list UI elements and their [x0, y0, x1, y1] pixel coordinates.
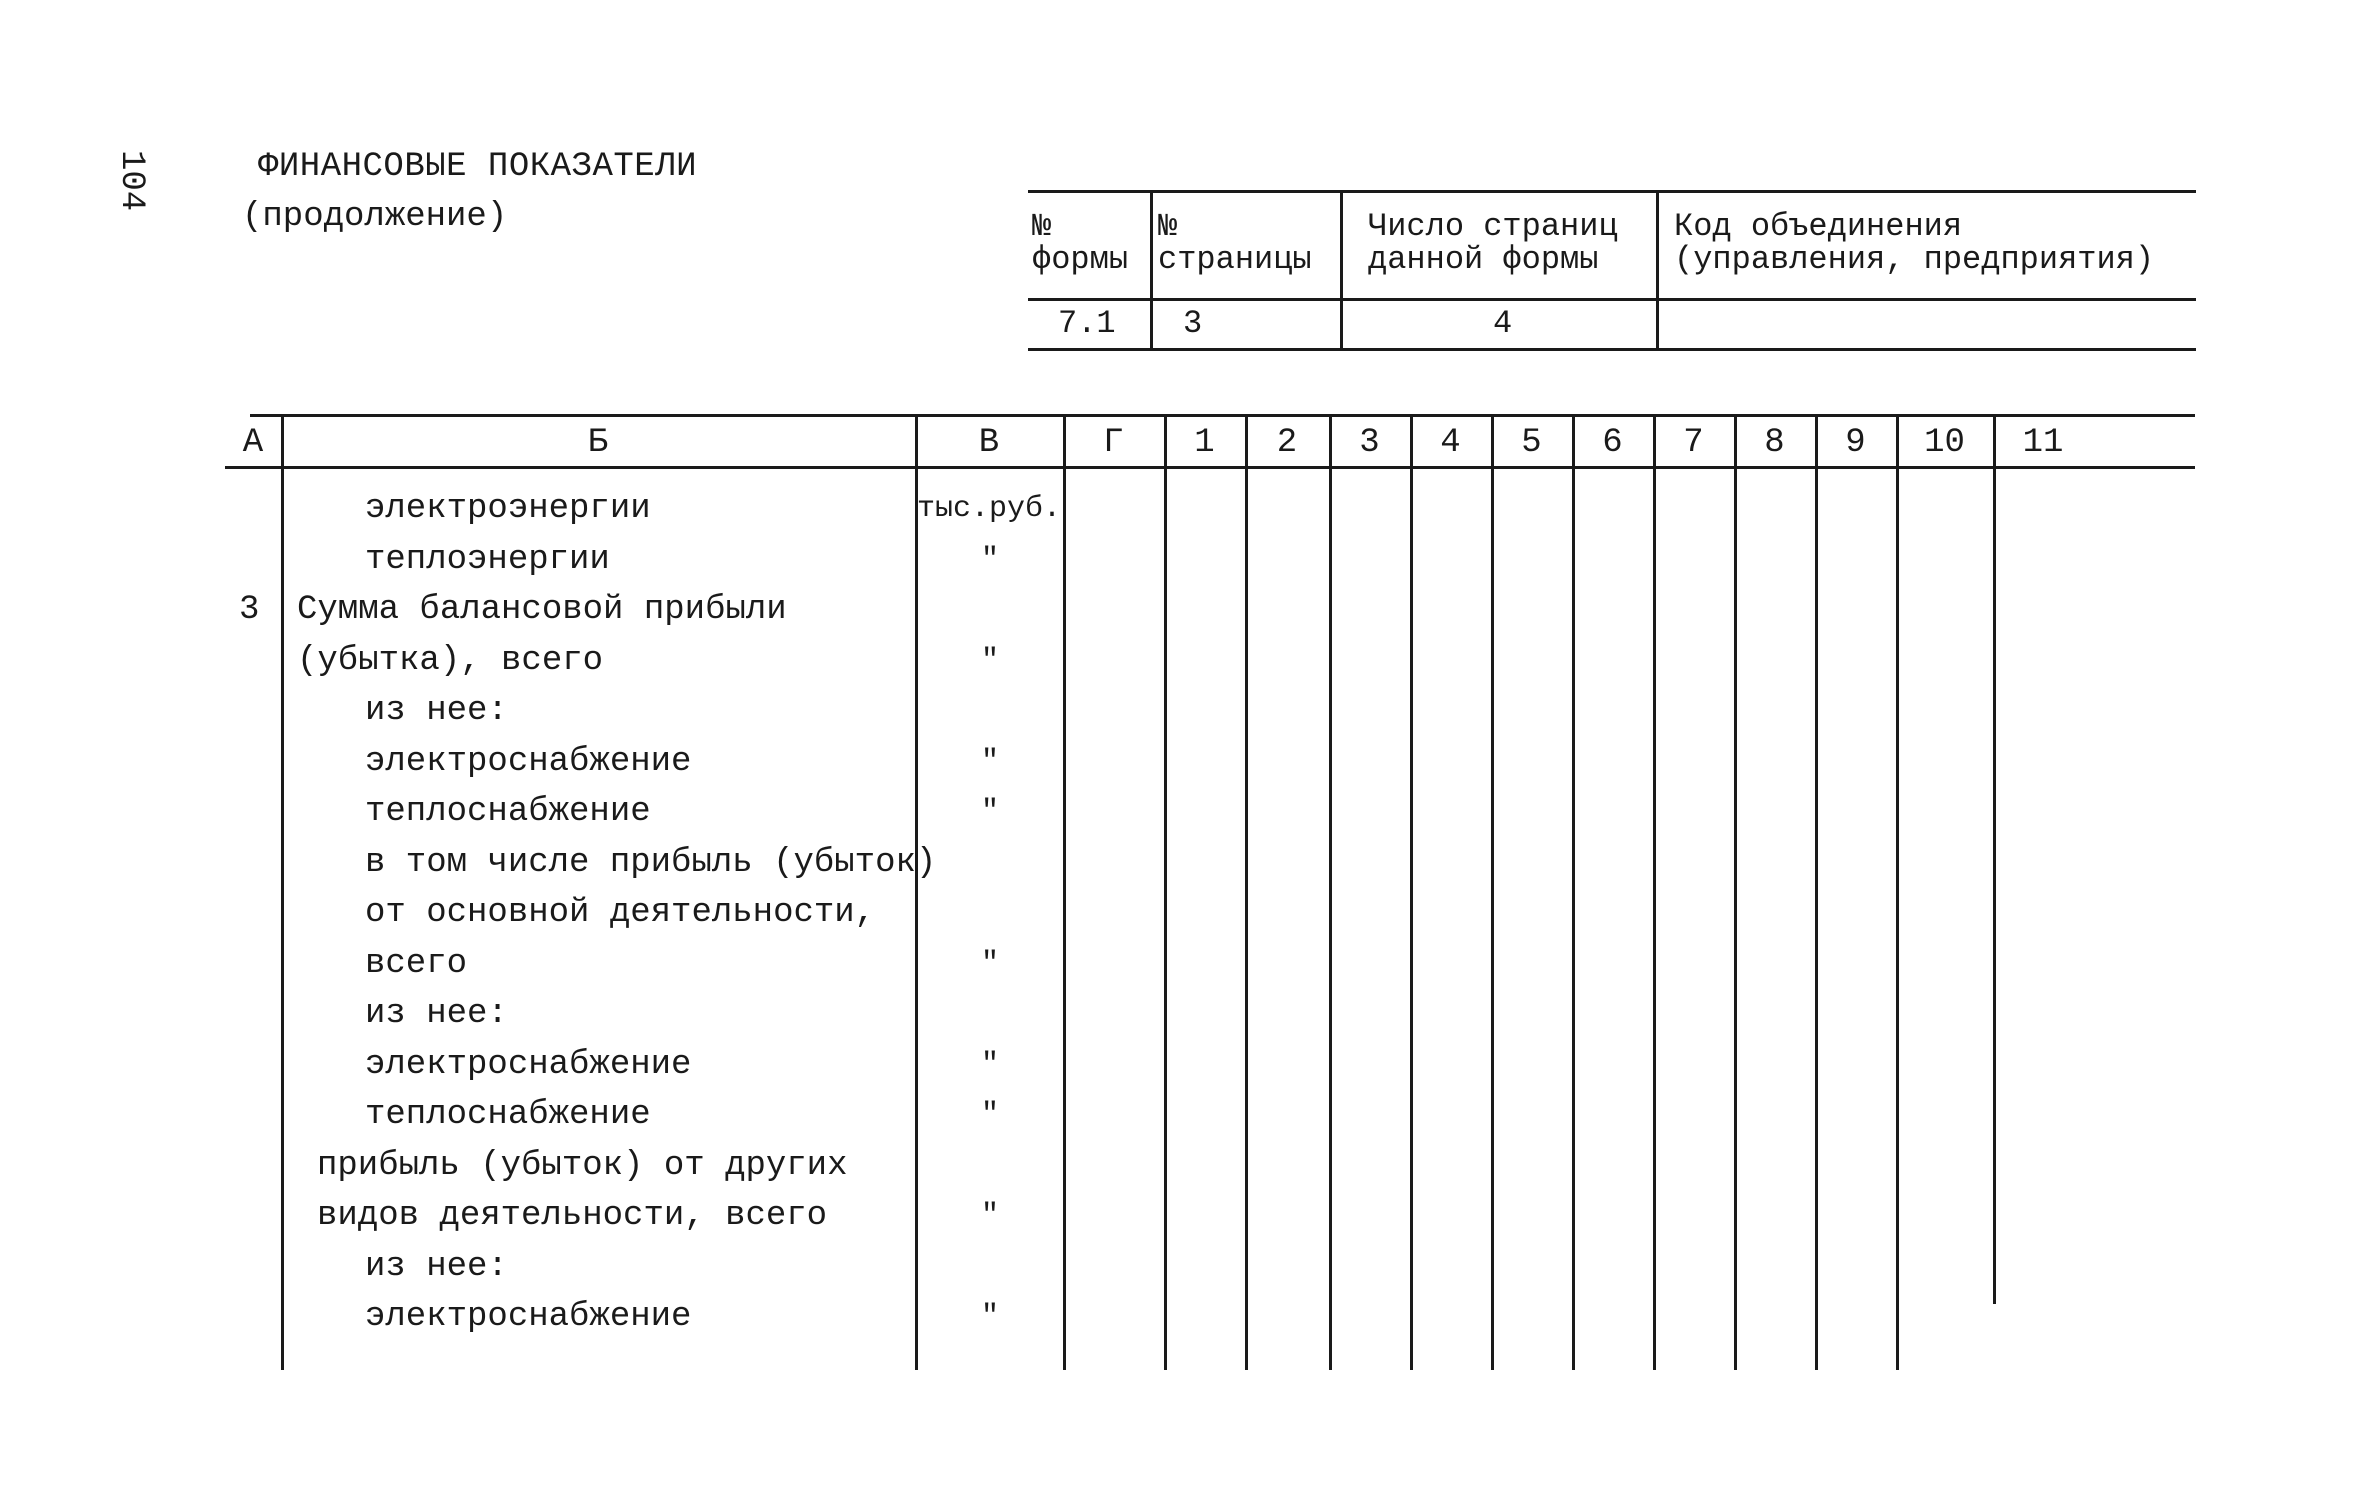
column-header-v: В — [978, 424, 1000, 462]
column-header-11: 11 — [2022, 424, 2064, 462]
form-number-label: № формы — [1032, 208, 1129, 278]
row-label: теплоснабжение — [365, 793, 651, 831]
row-label: прибыль (убыток) от других — [317, 1146, 848, 1185]
page-title: ФИНАНСОВЫЕ ПОКАЗАТЕЛИ — [258, 148, 697, 186]
page-subtitle: (продолжение) — [242, 198, 508, 236]
form-number-value: 7.1 — [1058, 305, 1116, 342]
column-header-9: 9 — [1845, 424, 1866, 462]
row-label: видов деятельности, всего — [317, 1197, 828, 1235]
column-header-8: 8 — [1764, 424, 1785, 462]
row-unit: тыс.руб. — [917, 492, 1062, 526]
row-unit: " — [981, 1047, 1000, 1082]
row-unit: " — [981, 946, 1000, 981]
page-count-value: 4 — [1493, 305, 1513, 342]
row-number: 3 — [239, 591, 260, 629]
row-label: электроснабжение — [365, 1298, 692, 1336]
row-label: (убытка), всего — [297, 641, 604, 680]
row-label: всего — [365, 944, 468, 983]
row-label: электроснабжение — [365, 1045, 692, 1084]
row-unit: " — [981, 1199, 1000, 1233]
row-label: теплоснабжение — [365, 1096, 651, 1134]
row-unit: " — [981, 795, 1000, 829]
row-unit: " — [981, 643, 1000, 678]
row-label: из нее: — [365, 995, 508, 1033]
page-number: 104 — [112, 150, 150, 212]
row-label: электроснабжение — [365, 742, 692, 781]
column-header-6: 6 — [1602, 424, 1623, 462]
column-header-2: 2 — [1276, 424, 1298, 462]
row-unit: " — [981, 1300, 1000, 1334]
column-header-7: 7 — [1683, 424, 1704, 462]
row-label: от основной деятельности, — [365, 894, 876, 932]
row-label: электроэнергии — [365, 490, 651, 528]
row-unit: " — [981, 1098, 1000, 1132]
financial-indicators-table — [225, 410, 2195, 1370]
form-info-table — [1028, 190, 2196, 352]
row-label: в том числе прибыль (убыток) — [365, 843, 937, 882]
row-unit: " — [981, 542, 1000, 577]
row-label: из нее: — [365, 1247, 508, 1286]
row-label: теплоэнергии — [365, 540, 610, 579]
page-count-label: Число страниц данной формы — [1368, 208, 1618, 278]
column-header-5: 5 — [1521, 424, 1542, 462]
column-header-b: Б — [587, 424, 609, 462]
org-code-label: Код объединения (управления, предприятия) — [1674, 208, 2155, 278]
column-header-3: 3 — [1359, 424, 1380, 462]
column-header-4: 4 — [1440, 424, 1461, 462]
column-header-g: Г — [1103, 424, 1124, 462]
row-label: из нее: — [365, 692, 508, 730]
row-label: Сумма балансовой прибыли — [297, 591, 787, 629]
column-header-a: А — [242, 424, 264, 462]
page-number-label: № страницы — [1158, 208, 1312, 278]
row-unit: " — [981, 744, 1000, 779]
page-number-value: 3 — [1183, 305, 1203, 342]
column-header-10: 10 — [1924, 424, 1965, 462]
column-header-1: 1 — [1194, 424, 1215, 462]
